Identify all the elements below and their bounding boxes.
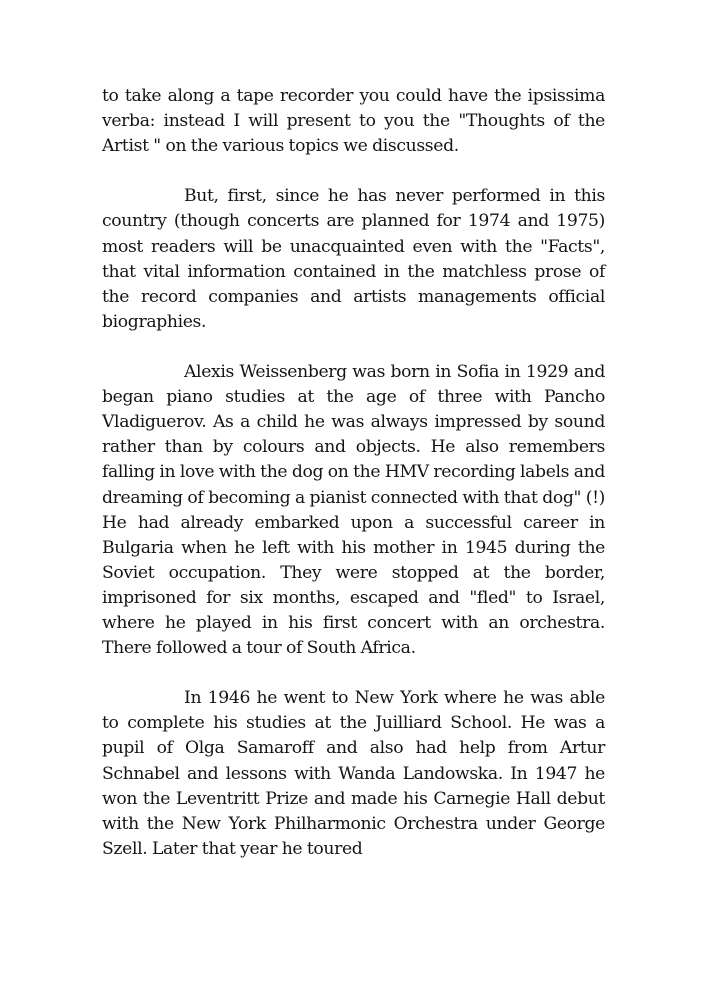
paragraph-new-york: In 1946 he went to New York where he was able to complete his studies at the Juilliard School. He was a pupil of Olga Samaroff and also had help from Artur Schnabel and lessons with Wanda Landowska. In 1947 he won the Leventritt Prize and made his Carnegie Hall debut with the New York Philharmonic Orchestra under George Szell. Later that year he toured xyxy=(102,688,605,859)
paragraph-intro-continuation: to take along a tape recorder you could have the ipsissima verba: instead I will present to you the "Thoughts of the Artist " on the various topics we discussed. xyxy=(102,86,605,157)
document-page xyxy=(102,84,605,862)
paragraph-early-life: Alexis Weissenberg was born in Sofia in 1929 and began piano studies at the age of three with Pancho Vladiguerov. As a child he was always impressed by sound rather than by colours and objects. He also remembers falling in love with the dog on the HMV recording labels and dreaming of becoming a pianist connected with that dog" (!) He had already embarked upon a successful career in Bulgaria when he left with his mother in 1945 during the Soviet occupation. They were stopped at the border, imprisoned for six months, escaped and "fled" to Israel, where he played in his first concert with an orchestra. There followed a tour of South Africa. xyxy=(102,362,606,659)
paragraph-facts: But, first, since he has never performed in this country (though concerts are planned for 1974 and 1975) most readers will be unacquainted even with the "Facts", that vital information contained in the matchless prose of the record companies and artists managements official biographies. xyxy=(102,186,605,332)
